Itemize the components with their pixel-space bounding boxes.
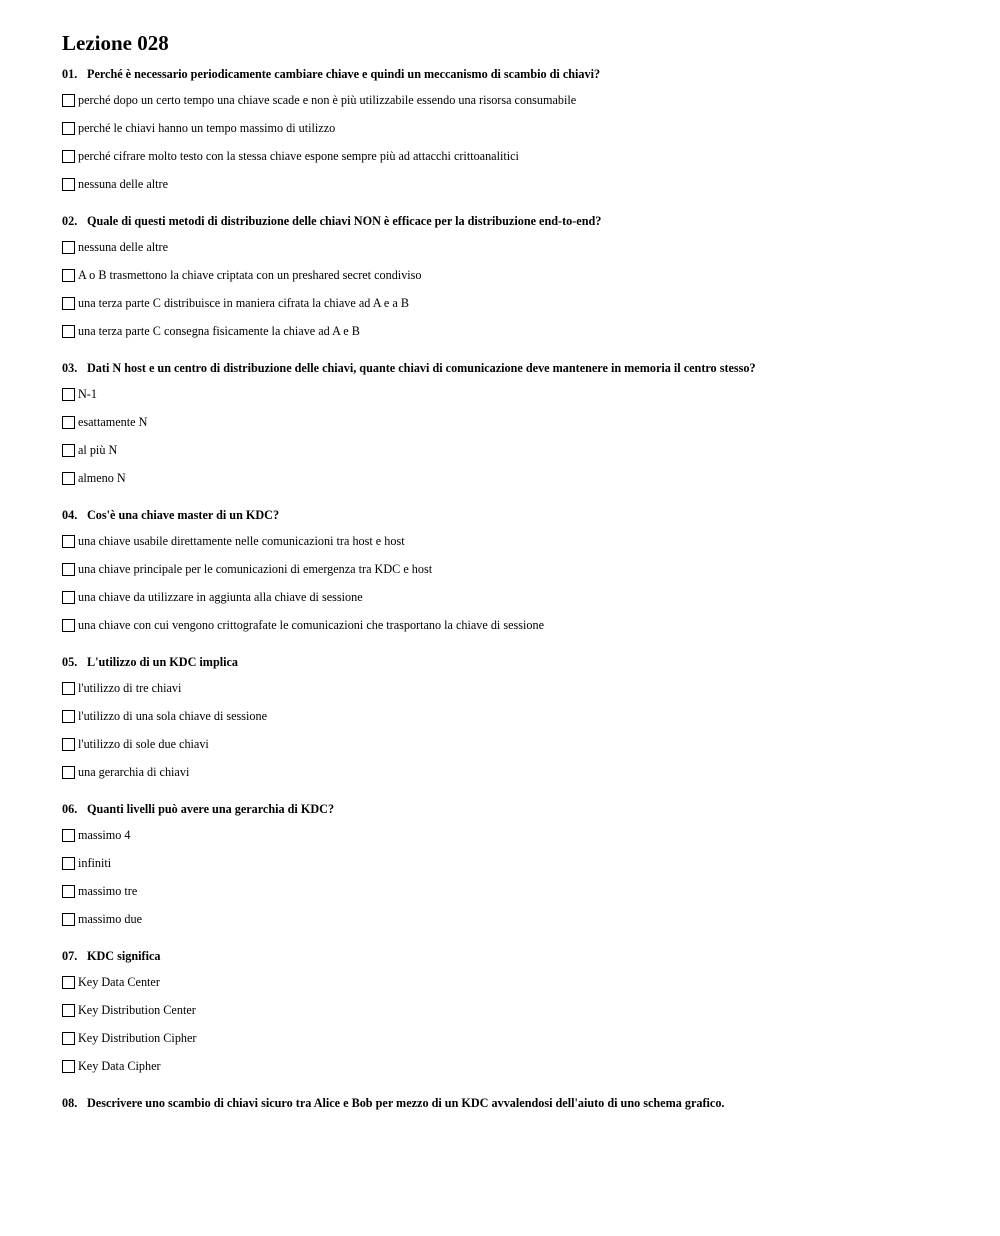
answer-option[interactable] [62, 323, 962, 339]
checkbox[interactable] [62, 1004, 75, 1017]
answer-option[interactable] [62, 1002, 962, 1018]
option-label: una terza parte C consegna fisicamente la chiave ad A e B [78, 324, 360, 338]
option-label: almeno N [78, 471, 126, 485]
question-text [62, 1095, 962, 1111]
question-03 [62, 360, 962, 486]
answer-option[interactable] [62, 911, 962, 927]
option-label: perché dopo un certo tempo una chiave scade e non è più utilizzabile essendo una risorsa consumabile [78, 93, 577, 107]
question-label: KDC significa [87, 949, 161, 963]
answer-option[interactable] [62, 442, 962, 458]
question-text [62, 66, 962, 82]
answer-option[interactable] [62, 470, 962, 486]
answer-option[interactable] [62, 589, 962, 605]
option-label: infiniti [78, 856, 112, 870]
option-label: una gerarchia di chiavi [78, 765, 190, 779]
option-label: l'utilizzo di sole due chiavi [78, 737, 209, 751]
answer-option[interactable] [62, 386, 962, 402]
option-label: una chiave da utilizzare in aggiunta alla chiave di sessione [78, 590, 363, 604]
option-label: massimo tre [78, 884, 138, 898]
question-06 [62, 801, 962, 927]
checkbox[interactable] [62, 472, 75, 485]
option-label: N-1 [78, 387, 97, 401]
checkbox[interactable] [62, 913, 75, 926]
page-title: Lezione 028 [62, 31, 169, 55]
answer-option[interactable] [62, 974, 962, 990]
checkbox[interactable] [62, 885, 75, 898]
option-list [62, 386, 962, 486]
option-list [62, 533, 962, 633]
checkbox[interactable] [62, 619, 75, 632]
option-label: Key Data Center [78, 975, 160, 989]
checkbox[interactable] [62, 150, 75, 163]
answer-option[interactable] [62, 92, 962, 108]
question-number: 01. [62, 67, 78, 81]
option-label: al più N [78, 443, 118, 457]
answer-option[interactable] [62, 855, 962, 871]
question-07 [62, 948, 962, 1074]
question-04 [62, 507, 962, 633]
option-label: Key Distribution Center [78, 1003, 196, 1017]
checkbox[interactable] [62, 122, 75, 135]
question-number: 04. [62, 508, 78, 522]
checkbox[interactable] [62, 94, 75, 107]
option-label: massimo due [78, 912, 142, 926]
question-label: Descrivere uno scambio di chiavi sicuro tra Alice e Bob per mezzo di un KDC avvalendosi dell'aiuto di uno schema grafico. [87, 1096, 725, 1110]
checkbox[interactable] [62, 444, 75, 457]
checkbox[interactable] [62, 388, 75, 401]
option-label: nessuna delle altre [78, 177, 169, 191]
answer-option[interactable] [62, 1058, 962, 1074]
option-label: l'utilizzo di tre chiavi [78, 681, 182, 695]
checkbox[interactable] [62, 829, 75, 842]
question-label: Perché è necessario periodicamente cambiare chiave e quindi un meccanismo di scambio di chiavi? [87, 67, 601, 81]
answer-option[interactable] [62, 617, 962, 633]
question-number: 02. [62, 214, 78, 228]
option-label: esattamente N [78, 415, 148, 429]
answer-option[interactable] [62, 267, 962, 283]
option-label: una chiave con cui vengono crittografate le comunicazioni che trasportano la chiave di sessione [78, 618, 544, 632]
question-number: 07. [62, 949, 78, 963]
answer-option[interactable] [62, 533, 962, 549]
checkbox[interactable] [62, 269, 75, 282]
answer-option[interactable] [62, 883, 962, 899]
option-list [62, 92, 962, 192]
option-label: perché cifrare molto testo con la stessa chiave espone sempre più ad attacchi crittoanalitici [78, 149, 519, 163]
question-number: 08. [62, 1096, 78, 1110]
question-label: Quale di questi metodi di distribuzione delle chiavi NON è efficace per la distribuzione end-to-end? [87, 214, 602, 228]
checkbox[interactable] [62, 710, 75, 723]
answer-option[interactable] [62, 736, 962, 752]
question-number: 06. [62, 802, 78, 816]
question-text [62, 948, 962, 964]
checkbox[interactable] [62, 682, 75, 695]
option-label: una terza parte C distribuisce in maniera cifrata la chiave ad A e a B [78, 296, 409, 310]
answer-option[interactable] [62, 680, 962, 696]
checkbox[interactable] [62, 976, 75, 989]
answer-option[interactable] [62, 1030, 962, 1046]
question-label: L'utilizzo di un KDC implica [87, 655, 239, 669]
checkbox[interactable] [62, 178, 75, 191]
checkbox[interactable] [62, 857, 75, 870]
question-text [62, 654, 962, 670]
question-01 [62, 66, 962, 192]
checkbox[interactable] [62, 591, 75, 604]
document-page [62, 30, 962, 1121]
question-08 [62, 1095, 962, 1111]
question-label: Quanti livelli può avere una gerarchia di KDC? [87, 802, 335, 816]
question-text [62, 213, 962, 229]
option-label: l'utilizzo di una sola chiave di sessione [78, 709, 268, 723]
option-list [62, 680, 962, 780]
checkbox[interactable] [62, 766, 75, 779]
option-list [62, 974, 962, 1074]
checkbox[interactable] [62, 1060, 75, 1073]
checkbox[interactable] [62, 297, 75, 310]
option-label: Key Data Cipher [78, 1059, 161, 1073]
option-label: perché le chiavi hanno un tempo massimo di utilizzo [78, 121, 336, 135]
checkbox[interactable] [62, 325, 75, 338]
option-list [62, 239, 962, 339]
option-list [62, 827, 962, 927]
answer-option[interactable] [62, 148, 962, 164]
checkbox[interactable] [62, 535, 75, 548]
question-02 [62, 213, 962, 339]
answer-option[interactable] [62, 708, 962, 724]
checkbox[interactable] [62, 416, 75, 429]
question-number: 03. [62, 361, 78, 375]
answer-option[interactable] [62, 561, 962, 577]
answer-option[interactable] [62, 827, 962, 843]
answer-option[interactable] [62, 764, 962, 780]
option-label: nessuna delle altre [78, 240, 169, 254]
answer-option[interactable] [62, 120, 962, 136]
answer-option[interactable] [62, 295, 962, 311]
option-label: massimo 4 [78, 828, 131, 842]
option-label: Key Distribution Cipher [78, 1031, 197, 1045]
option-label: una chiave principale per le comunicazioni di emergenza tra KDC e host [78, 562, 433, 576]
option-label: A o B trasmettono la chiave criptata con un preshared secret condiviso [78, 268, 422, 282]
question-text [62, 801, 962, 817]
checkbox[interactable] [62, 563, 75, 576]
question-label: Dati N host e un centro di distribuzione delle chiavi, quante chiavi di comunicazione deve mantenere in memoria il centro stesso? [87, 361, 756, 375]
question-number: 05. [62, 655, 78, 669]
question-05 [62, 654, 962, 780]
checkbox[interactable] [62, 738, 75, 751]
question-text [62, 360, 962, 376]
answer-option[interactable] [62, 239, 962, 255]
question-label: Cos'è una chiave master di un KDC? [87, 508, 280, 522]
checkbox[interactable] [62, 1032, 75, 1045]
checkbox[interactable] [62, 241, 75, 254]
answer-option[interactable] [62, 176, 962, 192]
option-label: una chiave usabile direttamente nelle comunicazioni tra host e host [78, 534, 405, 548]
answer-option[interactable] [62, 414, 962, 430]
question-text [62, 507, 962, 523]
